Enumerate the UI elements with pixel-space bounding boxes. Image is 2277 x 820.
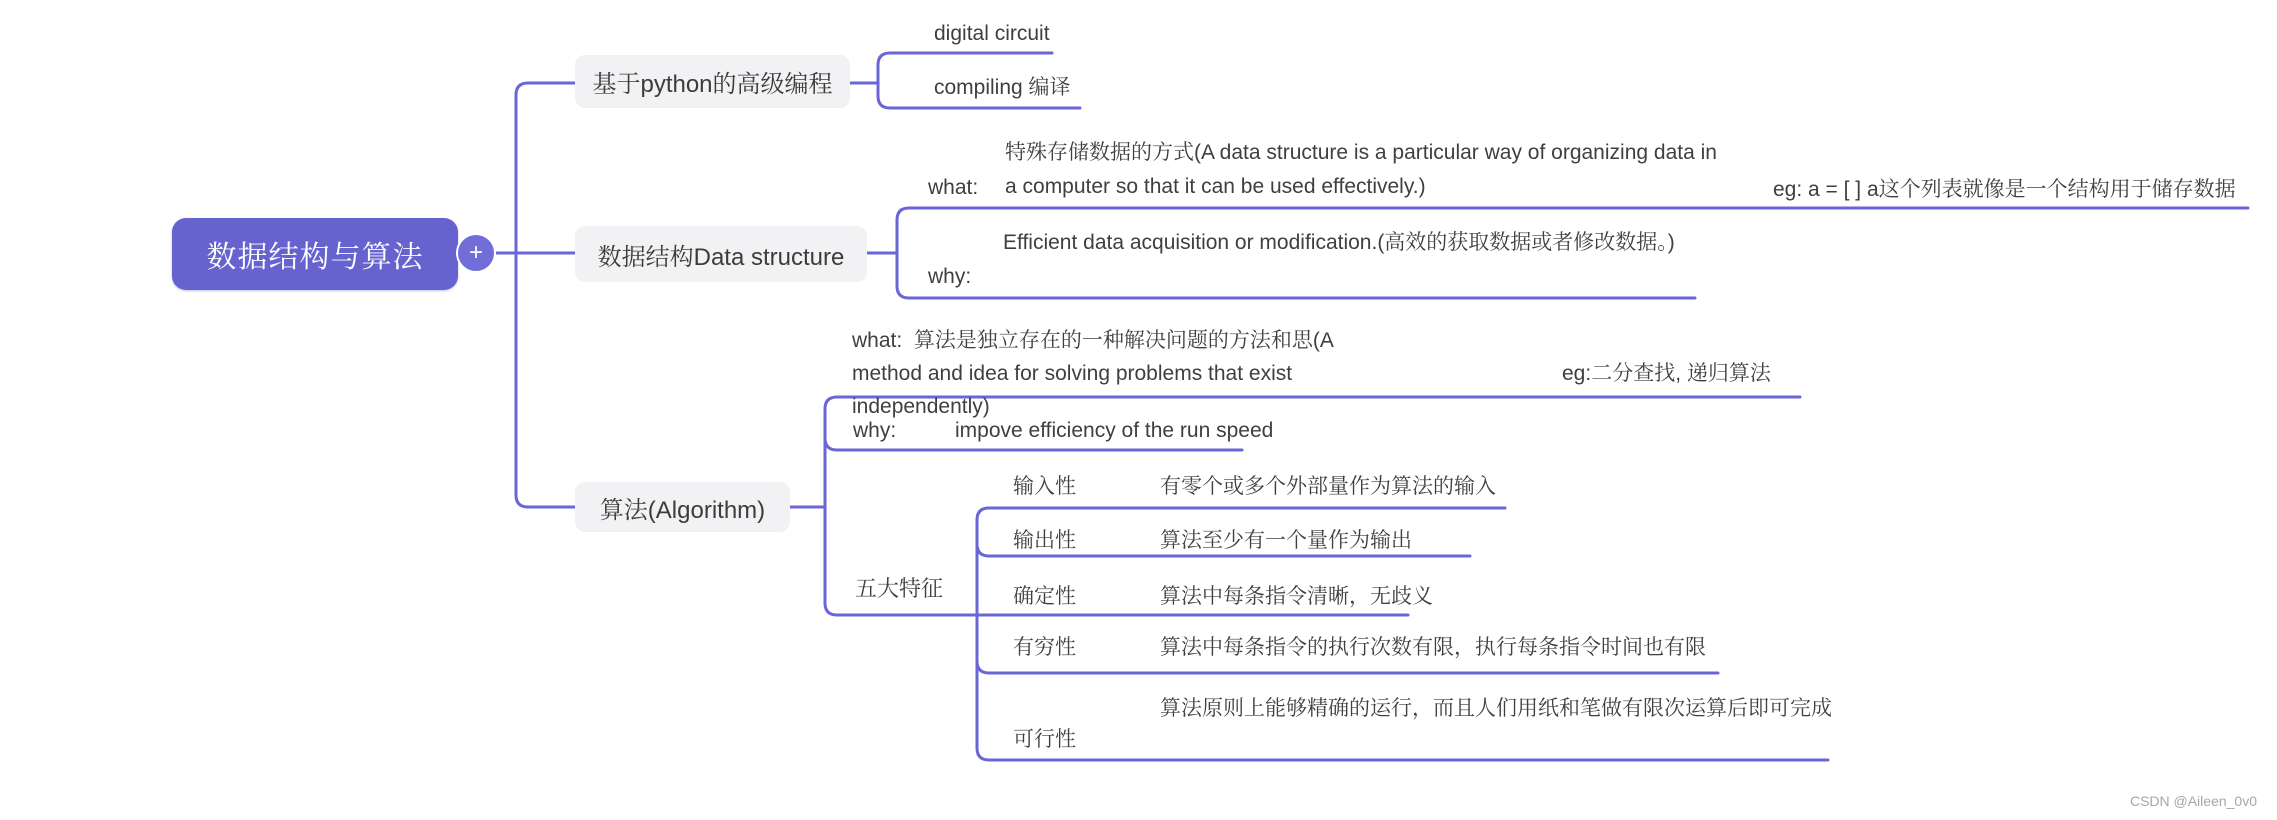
ds-what-text[interactable]: 特殊存储数据的方式(A data structure is a particular way of organizing data in a computer so that it can be used effectively.) (1005, 141, 1717, 198)
alg-why-text[interactable]: impove efficiency of the run speed (955, 419, 1274, 442)
feature-name[interactable]: 输入性 (1013, 475, 1076, 498)
topic-algorithm[interactable] (575, 482, 790, 532)
topic-python[interactable] (575, 55, 850, 108)
feature-name[interactable]: 有穷性 (1013, 636, 1076, 659)
feature-finite-underline (977, 661, 1718, 673)
feature-name[interactable]: 可行性 (1013, 728, 1076, 751)
root-topic[interactable] (172, 218, 458, 290)
feature-desc[interactable]: 算法中每条指令清晰，无歧义 (1160, 585, 1433, 608)
alg-what-text[interactable]: what: 算法是独立存在的一种解决问题的方法和思(A method and idea for solving problems that exist independently) (852, 329, 1339, 418)
ds-what-eg[interactable]: eg: a = [ ] a这个列表就像是一个结构用于储存数据 (1773, 178, 2236, 201)
alg-why-label[interactable]: why: (853, 419, 897, 442)
feature-desc[interactable]: 算法中每条指令的执行次数有限，执行每条指令时间也有限 (1160, 636, 1706, 659)
feature-name[interactable]: 输出性 (1013, 529, 1076, 552)
alg-what-eg[interactable]: eg:二分查找, 递归算法 (1562, 362, 1771, 385)
alg-features-label[interactable]: 五大特征 (855, 576, 944, 601)
topic-data-structure[interactable] (575, 226, 867, 282)
topic-compiling[interactable]: compiling 编译 (934, 76, 1071, 99)
ds-why-label[interactable]: why: (928, 265, 972, 288)
topic-python-label: 基于python的高级编程 (592, 71, 833, 98)
feature-name[interactable]: 确定性 (1013, 585, 1076, 608)
topic-digital-circuit[interactable]: digital circuit (934, 22, 1050, 45)
ds-what-label[interactable]: what: (928, 176, 979, 199)
ds-why-text[interactable]: Efficient data acquisition or modification.(高效的获取数据或者修改数据。) (1003, 231, 1675, 254)
feature-desc[interactable]: 算法原则上能够精确的运行，而且人们用纸和笔做有限次运算后即可完成 (1160, 697, 1832, 720)
csdn-watermark: CSDN @Aileen_0v0 (2129, 793, 2257, 809)
topic-data-structure-label: 数据结构Data structure (597, 243, 845, 271)
feature-desc[interactable]: 有零个或多个外部量作为算法的输入 (1160, 475, 1496, 498)
plus-icon: + (468, 239, 483, 266)
main-trunk-line (516, 83, 575, 507)
feature-desc[interactable]: 算法至少有一个量作为输出 (1160, 529, 1412, 552)
expand-collapse-button[interactable] (456, 233, 496, 273)
topic-algorithm-label: 算法(Algorithm) (599, 496, 766, 524)
root-topic-label: 数据结构与算法 (206, 241, 424, 274)
